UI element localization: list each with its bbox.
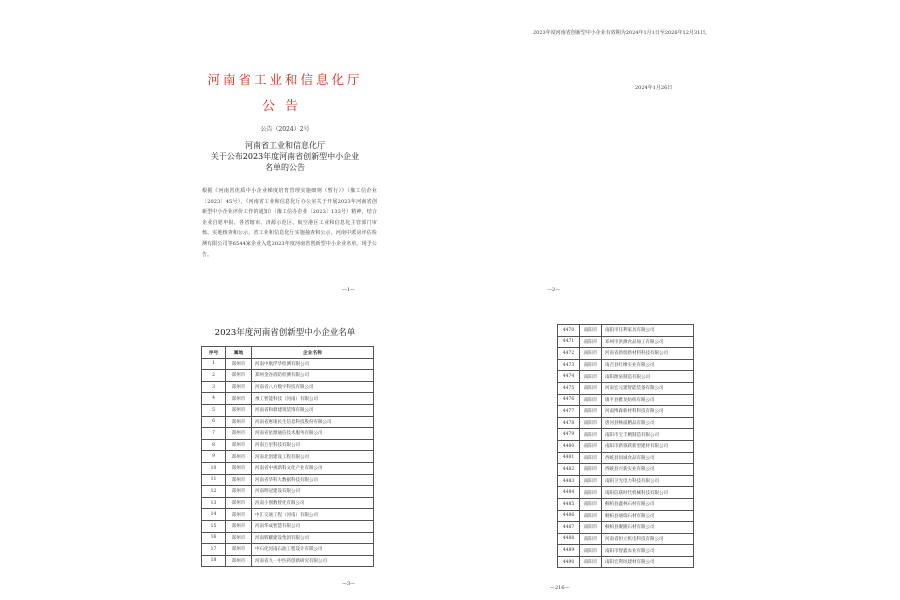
row-serial: 9 [202,451,226,463]
row-region: 郑州市 [226,439,252,451]
row-region: 郑州市 [226,404,252,416]
table-row [202,462,374,474]
table-row [558,348,694,360]
row-company-name: 西峡县同诚食品有限公司 [602,452,694,464]
row-serial: 4475 [558,382,580,394]
row-company-name: 河南省惠康民生信息科技股份有限公司 [252,416,374,428]
row-region: 南阳市 [580,336,602,348]
table-row [558,510,694,522]
row-company-name: 河南明冠建设有限公司 [252,486,374,498]
row-serial: 4479 [558,429,580,441]
row-region: 南阳市 [580,556,602,568]
row-company-name: 西峡县兴新实业有限公司 [602,464,694,476]
list-title: 2023年度河南省创新型中小企业名单 [214,328,356,338]
table-row [558,545,694,557]
row-company-name: 南阳市新领跃新型建材有限公司 [602,440,694,452]
table-row [202,544,374,556]
row-company-name: 邓州市洪源食品加工有限公司 [602,336,694,348]
notice-red-subtitle: 公告 [261,99,308,114]
row-serial: 4476 [558,394,580,406]
row-company-name: 桐柏县通瑞石材有限公司 [602,510,694,522]
notice-body: 根据《河南省优质中小企业梯度培育管理实施细则（暂行）》（豫工信企业〔2023〕45号）、《河南省工业和信息化厅办公室关于开展2023年河南省创新型中小企业评价工作的通知》（豫工信办企业〔2023〕133号）精神，结合企业自愿申报、各省辖市、济源示范区、航空港区工业和信息化主管部门审核、实地核查和公示，省工业和信息化厅实施抽查和公示，河南中派房评估检测有限公司等6544家企业入选2023年度河南省创新型中小企业名单。现予公告。 [202,188,377,258]
row-region: 郑州市 [226,416,252,428]
issuer-red-title: 河南省工业和信息化厅 [207,72,363,87]
row-serial: 4481 [558,452,580,464]
row-region: 南阳市 [580,464,602,476]
page-number: —2— [547,287,561,293]
header-region: 属地 [226,347,252,359]
row-region: 南阳市 [580,394,602,406]
row-company-name: 南阳卫光电力科技有限公司 [602,475,694,487]
row-region: 郑州市 [226,451,252,463]
row-serial: 18 [202,555,226,567]
row-company-name: 河南北创建设工程有限公司 [252,451,374,463]
row-company-name: 河南辉耀建设集团有限公司 [252,532,374,544]
table-row [558,464,694,476]
row-serial: 15 [202,520,226,532]
row-serial: 6 [202,416,226,428]
heading-line-2: 关于公布2023年度河南省创新型中小企业 [210,152,360,161]
table-row [558,440,694,452]
row-region: 南阳市 [580,498,602,510]
row-region: 南阳市 [580,545,602,557]
row-company-name: 桐柏县鑫林石材有限公司 [602,498,694,510]
row-company-name: 河南省星源通信技术服务有限公司 [252,428,374,440]
table-header-row [202,347,374,359]
row-serial: 4486 [558,510,580,522]
row-company-name: 河南华成智慧有限公司 [252,520,374,532]
row-serial: 5 [202,404,226,416]
table-row [202,439,374,451]
document-page-3 [160,310,410,595]
row-region: 郑州市 [226,428,252,440]
row-serial: 4489 [558,545,580,557]
row-region: 南阳市 [580,406,602,418]
row-region: 南阳市 [580,359,602,371]
row-company-name: 南阳源泉制造有限公司 [602,371,694,383]
table-row [202,404,374,416]
row-region: 南阳市 [580,522,602,534]
page-number: —216— [550,585,570,591]
row-serial: 10 [202,462,226,474]
row-region: 南阳市 [580,417,602,429]
table-row [558,417,694,429]
table-row [558,429,694,441]
row-company-name: 南阳信联时代机械科技有限公司 [602,487,694,499]
row-region: 郑州市 [226,555,252,567]
row-serial: 13 [202,497,226,509]
row-region: 南阳市 [580,533,602,545]
table-row [202,370,374,382]
table-row [558,522,694,534]
table-row [202,509,374,521]
table-row [558,533,694,545]
row-company-name: 南阳市宝丰精制造有限公司 [602,429,694,441]
row-serial: 4483 [558,475,580,487]
row-company-name: 郑州金谷消防检测有限公司 [252,370,374,382]
row-company-name: 河南万里科技有限公司 [252,439,374,451]
row-region: 郑州市 [226,370,252,382]
row-serial: 4487 [558,522,580,534]
row-serial: 4485 [558,498,580,510]
row-region: 郑州市 [226,486,252,498]
company-list-table [557,324,694,568]
row-region: 郑州市 [226,358,252,370]
table-row [202,532,374,544]
row-region: 郑州市 [226,381,252,393]
row-region: 南阳市 [580,487,602,499]
row-company-name: 河南宏元建智能装备有限公司 [602,382,694,394]
header-serial: 序号 [202,347,226,359]
row-serial: 12 [202,486,226,498]
table-row [202,381,374,393]
row-serial: 7 [202,428,226,440]
row-serial: 16 [202,532,226,544]
row-serial: 4478 [558,417,580,429]
document-page-4 [500,310,750,595]
row-serial: 3 [202,381,226,393]
row-company-name: 中汇交通工程（河南）有限公司 [252,509,374,521]
issue-date: 2024年1月26日 [635,85,673,91]
notice-heading [160,140,410,173]
row-region: 郑州市 [226,520,252,532]
row-region: 南阳市 [580,475,602,487]
table-row [202,520,374,532]
table-row [202,358,374,370]
header-company: 企业名称 [252,347,374,359]
row-serial: 11 [202,474,226,486]
row-serial: 1 [202,358,226,370]
row-serial: 2 [202,370,226,382]
table-row [558,406,694,418]
page-number: —3— [342,581,356,587]
row-serial: 4477 [558,406,580,418]
row-region: 郑州市 [226,497,252,509]
row-company-name: 镇平县雅龙纺织有限公司 [602,394,694,406]
row-serial: 4484 [558,487,580,499]
row-company-name: 河南省中视新科文化产业有限公司 [252,462,374,474]
row-company-name: 河南省九一中医药创新研究有限公司 [252,555,374,567]
row-serial: 8 [202,439,226,451]
document-page-2 [500,20,750,300]
company-list-table [201,346,374,567]
row-company-name: 河南省新瑞新材料科技有限公司 [602,348,694,360]
row-company-name: 南阳市智鑫农业有限公司 [602,545,694,557]
table-row [558,325,694,337]
row-serial: 4488 [558,533,580,545]
row-region: 南阳市 [580,348,602,360]
table-row [202,416,374,428]
row-region: 南阳市 [580,510,602,522]
row-serial: 4490 [558,556,580,568]
row-serial: 4471 [558,336,580,348]
row-serial: 4470 [558,325,580,337]
row-company-name: 唐河县畅晟精品有限公司 [602,417,694,429]
row-company-name: 河南省华科大数据科技有限公司 [252,474,374,486]
validity-text: 2023年度河南省创新型中小企业有效期为2024年1月1日至2026年12月31日。 [533,30,711,36]
table-row [202,486,374,498]
row-company-name: 河南中航浮华检测有限公司 [252,358,374,370]
document-page-1 [160,20,410,300]
table-row [202,393,374,405]
table-row [558,359,694,371]
table-row [558,382,694,394]
row-company-name: 河南省恒立机电科技有限公司 [602,533,694,545]
document-number: 公告（2024）2号 [260,126,310,133]
row-region: 郑州市 [226,544,252,556]
table-row [558,336,694,348]
row-serial: 4474 [558,371,580,383]
row-region: 郑州市 [226,393,252,405]
row-company-name: 南阳市任利家具有限公司 [602,325,694,337]
row-company-name: 豫工智能科技（河南）有限公司 [252,393,374,405]
row-company-name: 河南省八方数字科技有限公司 [252,381,374,393]
table-row [558,452,694,464]
table-row [558,498,694,510]
table-row [202,428,374,440]
table-row [558,487,694,499]
heading-line-1: 河南省工业和信息化厅 [245,141,325,150]
row-region: 南阳市 [580,429,602,441]
row-serial: 4482 [558,464,580,476]
row-region: 郑州市 [226,474,252,486]
table-row [202,474,374,486]
row-region: 郑州市 [226,509,252,521]
row-serial: 4472 [558,348,580,360]
row-company-name: 南阳宏利风建材有限公司 [602,556,694,568]
row-company-name: 中石化河南石油工程设计有限公司 [252,544,374,556]
table-row [202,497,374,509]
row-region: 南阳市 [580,452,602,464]
row-company-name: 南召县红橡实业有限公司 [602,359,694,371]
table-row [202,555,374,567]
row-region: 南阳市 [580,440,602,452]
heading-line-3: 名单的公告 [265,163,305,172]
page-number: —1— [342,287,356,293]
table-row [558,394,694,406]
row-serial: 4480 [558,440,580,452]
table-row [202,451,374,463]
row-company-name: 河南博森新材料科技有限公司 [602,406,694,418]
row-region: 南阳市 [580,382,602,394]
table-row [558,475,694,487]
row-region: 郑州市 [226,462,252,474]
row-region: 郑州市 [226,532,252,544]
row-company-name: 桐柏县聚隆石材有限公司 [602,522,694,534]
table-row [558,556,694,568]
row-serial: 4473 [558,359,580,371]
row-serial: 14 [202,509,226,521]
row-region: 南阳市 [580,371,602,383]
row-serial: 4 [202,393,226,405]
row-company-name: 河南小图数智化有限公司 [252,497,374,509]
row-serial: 17 [202,544,226,556]
row-region: 南阳市 [580,325,602,337]
table-row [558,371,694,383]
row-company-name: 河南省和鼎建筑装饰有限公司 [252,404,374,416]
